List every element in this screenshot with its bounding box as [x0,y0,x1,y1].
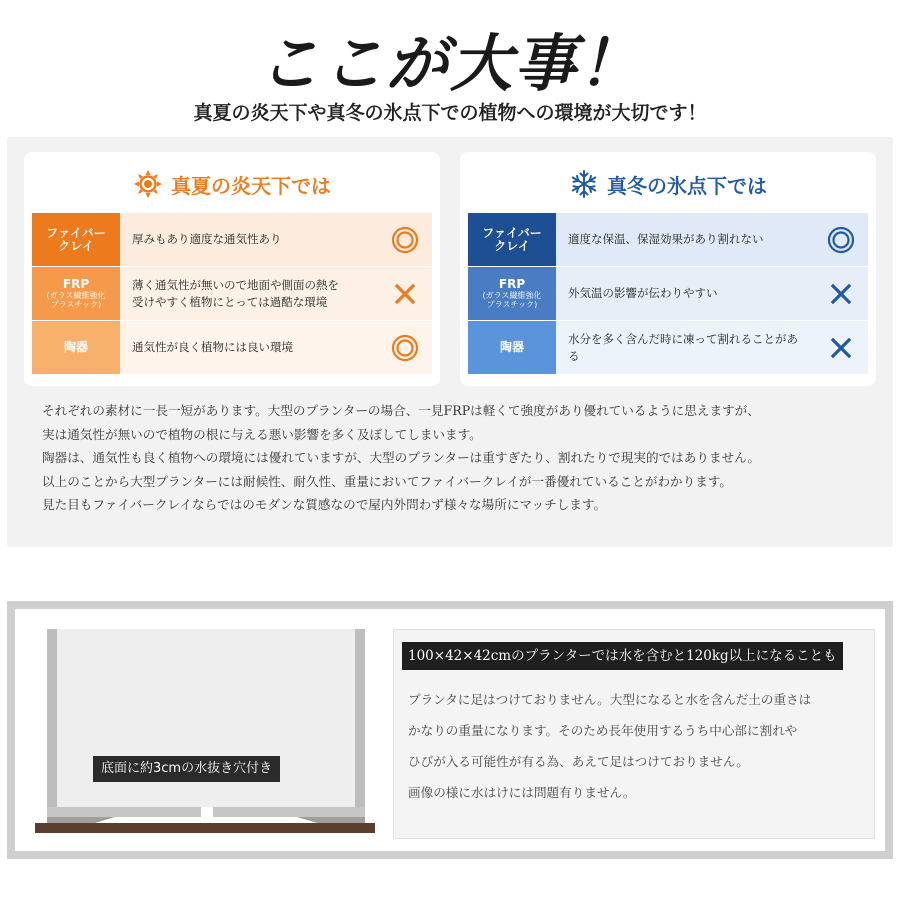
cross-icon [814,321,868,374]
info-line: ひびが入る可能性が有る為、あえて足はつけておりません。 [408,754,749,769]
snowflake-icon [569,169,599,199]
summer-row-ceramic [32,321,432,374]
material-label: ファイバー クレイ [468,213,556,266]
summer-card [24,152,440,386]
material-description: 薄く通気性が無いので地面や側面の熱を 受けやすく植物にとっては過酷な環境 [120,267,378,320]
page-title: ここが大事！ [257,27,642,100]
summer-card-title: 真夏の炎天下では [171,173,331,198]
winter-card-title: 真冬の氷点下では [607,173,767,198]
drainage-section [7,601,893,859]
explanation-line: それぞれの素材に一長一短があります。大型のプランターの場合、一見FRPは軽くて強度があり優れているように思えますが、 [42,403,760,418]
info-line: 画像の様に水はけには問題有りません。 [408,785,636,800]
info-line: プランタに足はつけておりません。大型になると水を含んだ土の重さは [408,692,812,707]
sun-icon [133,169,163,199]
material-description: 厚みもあり適度な通気性あり [120,213,378,266]
winter-row-frp [468,267,868,320]
explanation-line: 見た目もファイバークレイならではのモダンな質感なので屋内外問わず様々な場所にマッチします。 [42,497,607,512]
weight-info-text [408,684,868,808]
double-circle-icon [814,213,868,266]
material-label: ファイバー クレイ [32,213,120,266]
double-circle-icon [378,213,432,266]
material-label: 陶器 [468,321,556,374]
explanation-line: 以上のことから大型プランターには耐候性、耐久性、重量においてファイバークレイが一番優れていることがわかります。 [42,473,733,489]
summer-row-frp [32,267,432,320]
explanation-line: 陶器は、通気性も良く植物への環境には優れていますが、大型のプランターは重すぎたり、割れたりで現実的ではありません。 [42,450,761,465]
material-label: FRP (ガラス繊維強化 プラスチック) [468,267,556,320]
weight-info-box [393,629,875,839]
winter-card [460,152,876,386]
winter-row-fiberclay [468,213,868,266]
double-circle-icon [378,321,432,374]
summer-row-fiberclay [32,213,432,266]
explanation-text [42,399,882,517]
info-line: かなりの重量になります。そのため長年使用するうち中心部に割れや [408,723,798,738]
winter-card-header [460,168,876,200]
cross-icon [814,267,868,320]
material-description: 外気温の影響が伝わりやすい [556,267,814,320]
weight-info-title: 100×42×42cmのプランターでは水を含むと120kg以上になることも [402,642,843,670]
explanation-line: 実は通気性が無いので植物の根に与える悪い影響を多く及ぼしてしまいます。 [42,426,482,442]
material-label: FRP (ガラス繊維強化 プラスチック) [32,267,120,320]
material-description: 通気性が良く植物には良い環境 [120,321,378,374]
material-label: 陶器 [32,321,120,374]
page-subtitle: 真夏の炎天下や真冬の氷点下での植物への環境が大切です！ [193,102,707,124]
material-description: 適度な保温、保湿効果があり割れない [556,213,814,266]
material-description: 水分を多く含んだ時に凍って割れることがある [556,321,814,374]
summer-card-header [24,168,440,200]
winter-row-ceramic [468,321,868,374]
planter-illustration [35,629,375,839]
cross-icon [378,267,432,320]
drain-hole-label: 底面に約3cmの水抜き穴付き [93,756,280,782]
comparison-panel [7,137,893,547]
